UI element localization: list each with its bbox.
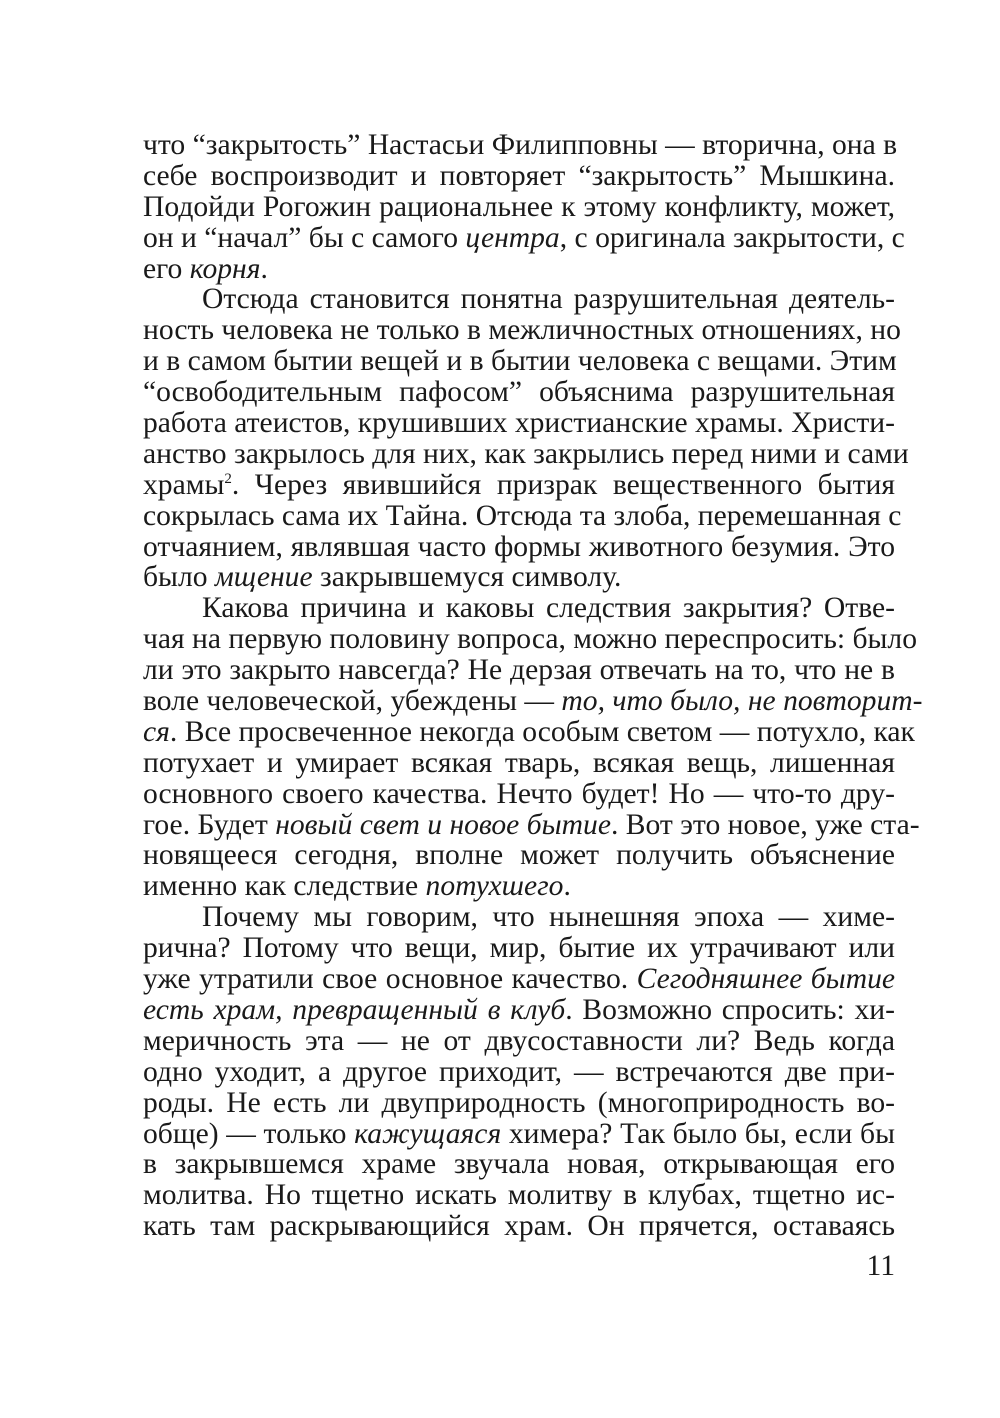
text-line bbox=[143, 748, 895, 779]
text-segment: храмы bbox=[143, 468, 225, 501]
text-segment: отчаянием, являвшая часто формы животного безумия. Это bbox=[143, 530, 895, 563]
text-segment: работа атеистов, крушивших христианские храмы. Христи- bbox=[143, 407, 895, 440]
text-line bbox=[143, 840, 895, 871]
italic-text: есть храм, превращенный в клуб bbox=[143, 993, 566, 1026]
italic-text: то, что было, не повторит- bbox=[561, 685, 923, 718]
text-line bbox=[143, 161, 895, 192]
text-line bbox=[143, 964, 895, 995]
text-line bbox=[143, 655, 895, 686]
text-line bbox=[143, 1211, 895, 1242]
text-segment: роды. Не есть ли двуприродность (многоприродность во- bbox=[143, 1086, 895, 1119]
text-line bbox=[143, 1149, 895, 1180]
text-segment: он и “начал” бы с самого bbox=[143, 221, 466, 254]
text-segment: обще) — только bbox=[143, 1117, 355, 1150]
text-line bbox=[143, 1119, 895, 1150]
text-line bbox=[143, 871, 895, 902]
text-segment: его bbox=[143, 252, 190, 285]
text-segment: , с оригинала закрытости, с bbox=[559, 221, 905, 254]
text-segment: “освободительным пафосом” объяснима разрушительная bbox=[143, 376, 895, 409]
text-line bbox=[143, 221, 905, 254]
text-line bbox=[143, 499, 902, 532]
text-line bbox=[143, 254, 895, 285]
text-line bbox=[143, 192, 895, 223]
text-segment: и в самом бытии вещей и в бытии человека с вещами. Этим bbox=[143, 345, 897, 378]
text-line bbox=[143, 1057, 895, 1088]
text-line bbox=[143, 933, 895, 964]
text-segment: молитва. Но тщетно искать молитву в клубах, тщетно ис- bbox=[143, 1179, 895, 1212]
page-number: 11 bbox=[866, 1250, 895, 1282]
text-line bbox=[143, 685, 923, 718]
text-segment: в закрывшемся храме звучала новая, открывающая его bbox=[143, 1148, 895, 1181]
text-line bbox=[143, 346, 895, 377]
italic-text: корня bbox=[189, 252, 261, 285]
text-segment: что “закрытость” Настасьи Филипповны — вторична, она в bbox=[143, 129, 898, 161]
text-segment: чая на первую половину вопроса, можно переспросить: было bbox=[143, 623, 917, 656]
text-line bbox=[143, 408, 895, 439]
text-line bbox=[143, 1026, 895, 1057]
text-line bbox=[143, 995, 895, 1026]
text-segment: ли это закрыто навсегда? Не дерзая отвечать на то, что не в bbox=[143, 654, 895, 687]
text-segment: кать там раскрывающийся храм. Он прячется, оставаясь bbox=[143, 1210, 895, 1243]
text-line bbox=[143, 377, 895, 408]
text-line bbox=[143, 532, 895, 563]
text-line bbox=[143, 470, 895, 501]
italic-text: кажущаяся bbox=[354, 1117, 502, 1150]
text-segment: Почему мы говорим, что нынешняя эпоха — химе- bbox=[202, 901, 895, 934]
text-segment: . Все просвеченное некогда особым светом — потухло, как bbox=[169, 715, 915, 748]
text-line bbox=[143, 284, 895, 315]
text-segment: ность человека не только в межличностных отношениях, но bbox=[143, 314, 901, 347]
text-line bbox=[143, 902, 895, 933]
text-segment: . Возможно спросить: хи- bbox=[565, 993, 895, 1026]
text-segment: именно как следствие bbox=[143, 870, 426, 903]
text-segment: сокрылась сама их Тайна. Отсюда та злоба, перемешанная с bbox=[143, 499, 902, 532]
text-segment: гое. Будет bbox=[143, 808, 276, 841]
text-segment: новящееся сегодня, вполне может получить объяснение bbox=[143, 839, 895, 872]
text-line bbox=[143, 715, 915, 748]
italic-text: потухшего bbox=[425, 870, 564, 903]
text-line bbox=[143, 562, 895, 593]
text-line bbox=[143, 129, 898, 161]
footnote-reference: 2 bbox=[224, 470, 232, 487]
text-segment: уже утратили свое основное качество. bbox=[143, 963, 637, 996]
text-line bbox=[143, 779, 895, 810]
text-segment: Подойди Рогожин рациональнее к этому конфликту, может, bbox=[143, 190, 895, 223]
text-segment: . bbox=[563, 870, 571, 903]
text-line bbox=[143, 1180, 895, 1211]
text-segment: . Вот это новое, уже ста- bbox=[610, 808, 920, 841]
text-segment: . Через явившийся призрак вещественного бытия bbox=[231, 468, 895, 501]
body-text bbox=[143, 129, 923, 1243]
text-segment: основного своего качества. Нечто будет! Но — что-то дру- bbox=[143, 777, 895, 810]
text-segment: закрывшемуся символу. bbox=[312, 561, 622, 594]
italic-text: новый свет и новое бытие bbox=[275, 808, 611, 841]
text-segment: рична? Потому что вещи, мир, бытие их утрачивают или bbox=[143, 932, 895, 965]
text-segment: химера? Так было бы, если бы bbox=[501, 1117, 895, 1150]
italic-text: ся bbox=[143, 715, 170, 748]
text-line bbox=[143, 593, 895, 624]
text-segment: . bbox=[260, 252, 268, 285]
text-segment: себе воспроизводит и повторяет “закрытость” Мышкина. bbox=[143, 159, 895, 192]
text-segment: меричность эта — не от двусоставности ли? Ведь когда bbox=[143, 1024, 895, 1057]
italic-text: Сегодняшнее бытие bbox=[636, 963, 896, 996]
italic-text: мщение bbox=[214, 561, 313, 594]
text-line bbox=[143, 437, 909, 470]
text-segment: воле человеческой, убеждены — bbox=[143, 685, 562, 718]
text-segment: было bbox=[143, 561, 215, 594]
text-segment: Какова причина и каковы следствия закрытия? Отве- bbox=[202, 592, 895, 625]
text-line bbox=[143, 314, 901, 347]
text-line bbox=[143, 1088, 895, 1119]
text-segment: потухает и умирает всякая тварь, всякая вещь, лишенная bbox=[143, 746, 895, 779]
text-segment: анство закрылось для них, как закрылись перед ними и сами bbox=[143, 437, 909, 470]
text-line bbox=[143, 808, 920, 841]
italic-text: центра bbox=[465, 221, 560, 254]
text-segment: Отсюда становится понятна разрушительная деятель- bbox=[202, 283, 895, 316]
text-segment: одно уходит, а другое приходит, — встречаются две при- bbox=[143, 1055, 895, 1088]
text-line bbox=[143, 623, 917, 656]
